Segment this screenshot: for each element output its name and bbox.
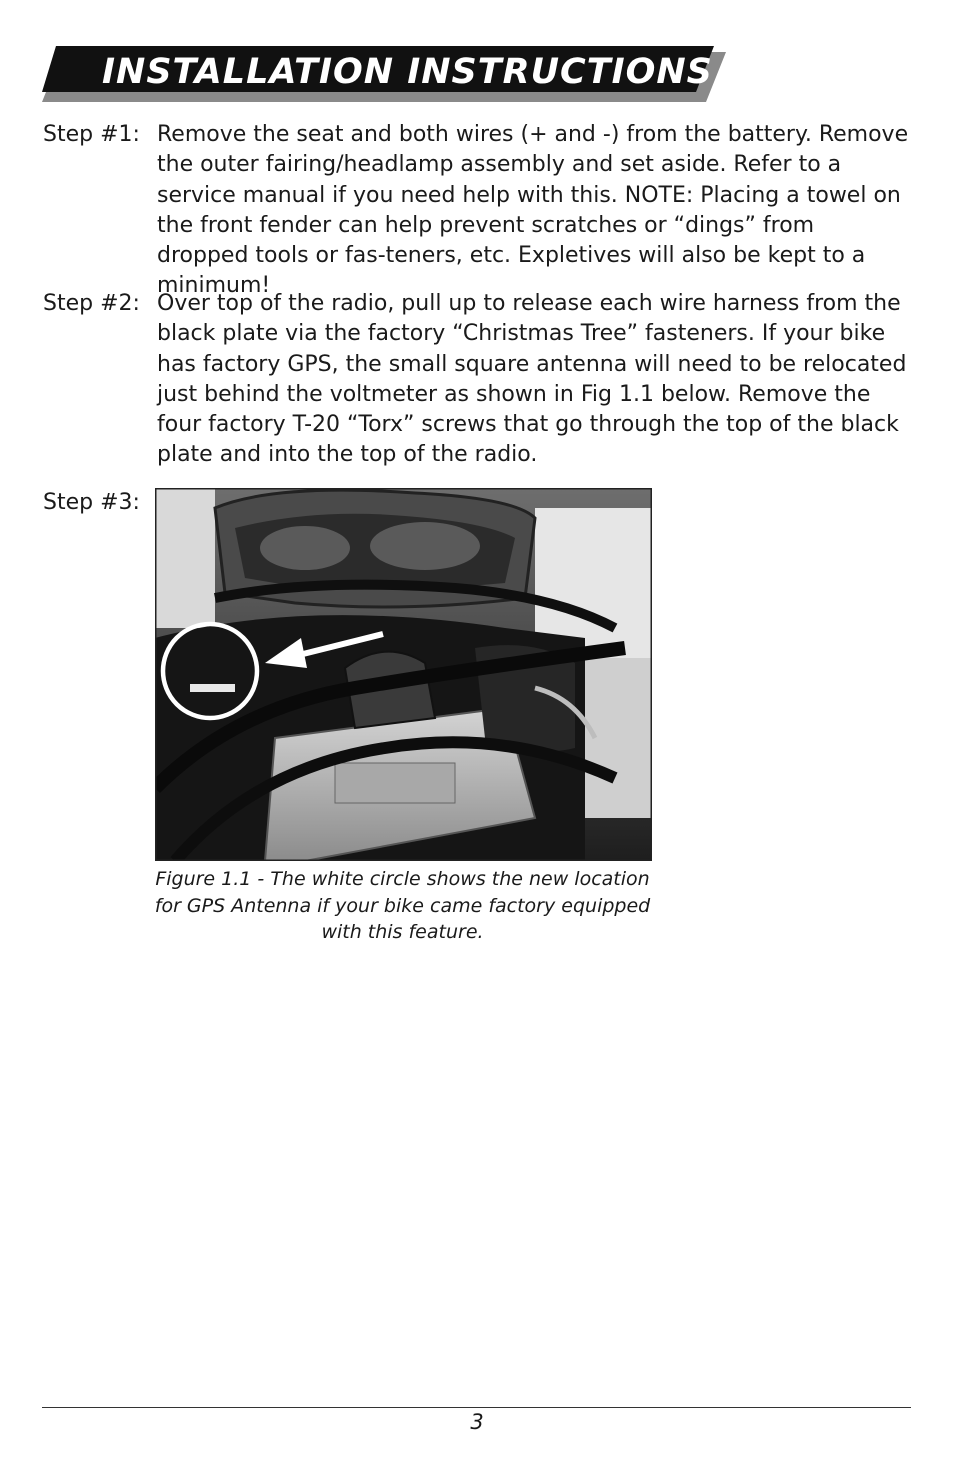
page-title: INSTALLATION INSTRUCTIONS <box>102 52 713 92</box>
caption-line: with this feature. <box>321 921 484 943</box>
step-label: Step #3: <box>43 490 140 515</box>
step-label: Step #2: <box>43 291 140 316</box>
motorcycle-fairing-photo <box>155 488 652 861</box>
figure-caption <box>150 866 655 946</box>
step-text: Remove the seat and both wires (+ and -) from the battery. Remove the outer fairing/headlamp assembly and set aside. Refer to a service manual if you need help with this. NOTE: Placing a towel on the front fender can help prevent scratches or “dings” from dropped tools or fas-teners, etc. Expletives will also be kept to a minimum! <box>157 122 909 299</box>
step-label: Step #1: <box>43 122 140 147</box>
caption-line: for GPS Antenna if your bike came factory equipped <box>154 894 651 917</box>
page-number: 3 <box>470 1410 484 1434</box>
section-header-banner <box>42 42 726 104</box>
figure-1-1-photo <box>155 488 652 861</box>
step-text: Over top of the radio, pull up to release each wire harness from the black plate via the factory “Christmas Tree” fasteners. If your bike has factory GPS, the small square antenna will need to be relocated just behind the voltmeter as shown in Fig 1.1 below. Remove the four factory T-20 “Torx” screws that go through the top of the black plate and into the top of the radio. <box>157 291 907 468</box>
caption-line: Figure 1.1 - The white circle shows the new location <box>155 868 650 890</box>
gps-antenna <box>190 684 235 692</box>
